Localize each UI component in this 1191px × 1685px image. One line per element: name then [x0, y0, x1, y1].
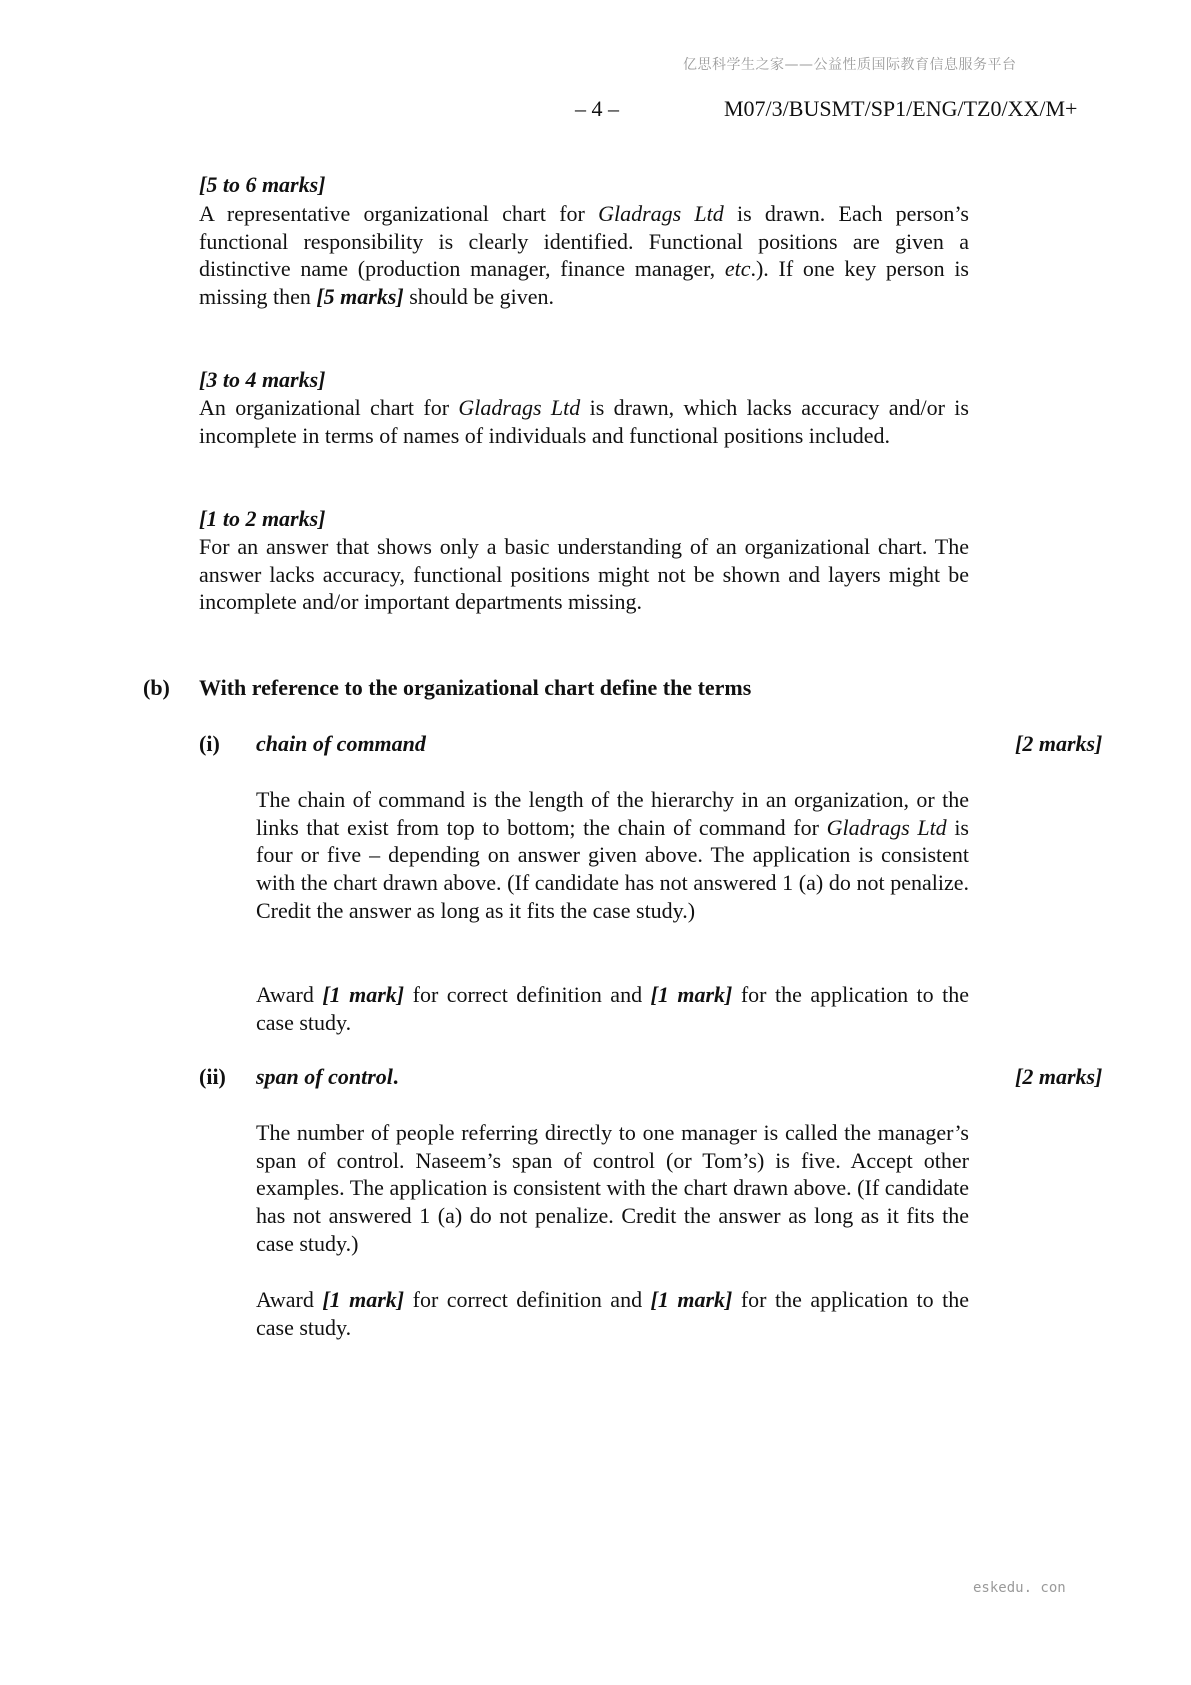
header-watermark: 亿思科学生之家——公益性质国际教育信息服务平台: [683, 57, 1017, 73]
text-segment: for the application to the case study.: [256, 982, 970, 1035]
text-segment: for the application to the case study.: [256, 1287, 970, 1340]
marks-ref: [5 marks]: [316, 284, 404, 310]
marks-ref: [1 mark]: [322, 982, 405, 1007]
term-chain-of-command: chain of command: [256, 731, 426, 756]
answer-chain-of-command: [256, 786, 969, 925]
part-b-label: (b): [143, 675, 170, 700]
text-segment: is four or five – depending on answer given above. The application is consistent with the chart drawn above. (If candidate has not answered 1 (a) do not penalize. Credit the answer as long as it fits the case study.): [256, 814, 969, 923]
page-number: – 4 –: [575, 96, 619, 121]
marks-ref: [1 mark]: [650, 1287, 733, 1312]
band-heading-5-6: [5 to 6 marks]: [199, 172, 326, 197]
company-name: Gladrags Ltd: [826, 814, 947, 840]
part-b-question: With reference to the organizational chart define the terms: [199, 675, 752, 700]
marks-i: [2 marks]: [1015, 731, 1103, 756]
text-segment: An organizational chart for: [199, 395, 459, 420]
term-period: .: [392, 1064, 399, 1089]
marks-ref: [1 mark]: [322, 1287, 405, 1312]
text-segment: is drawn, which lacks accuracy and/or is incomplete in terms of names of individuals and functional positions included.: [199, 395, 969, 448]
band-text-5-6: [199, 200, 969, 311]
award-ii: [256, 1286, 969, 1341]
marks-ii: [2 marks]: [1015, 1064, 1103, 1089]
item-i-label: (i): [199, 731, 220, 756]
band-heading-3-4: [3 to 4 marks]: [199, 367, 326, 392]
company-name: Gladrags Ltd: [458, 395, 581, 420]
text-segment: Award: [256, 1287, 323, 1312]
band-heading-1-2: [1 to 2 marks]: [199, 506, 326, 531]
text-segment: is drawn. Each person’s functional responsibility is clearly identified. Functional positions are given a distinctive name (production manager, finance manager,: [199, 201, 969, 282]
text-segment: for correct definition and: [404, 982, 651, 1007]
term-span-of-control-line: [256, 1064, 398, 1090]
footer-watermark: eskedu. con: [973, 1580, 1066, 1596]
item-ii-label: (ii): [199, 1064, 226, 1089]
award-i: [256, 981, 969, 1036]
company-name: Gladrags Ltd: [598, 201, 724, 226]
marks-ref: [1 mark]: [650, 982, 733, 1007]
band-text-1-2: For an answer that shows only a basic understanding of an organizational chart. The answer lacks accuracy, functional positions might not be shown and layers might be incomplete and/or important departments missing.: [199, 534, 969, 615]
text-segment: .). If one key person is missing then: [199, 256, 969, 310]
term-span-of-control: span of control: [256, 1064, 393, 1089]
text-segment: Award: [256, 982, 323, 1007]
band-text-3-4: [199, 394, 969, 449]
etc-text: etc: [724, 256, 751, 282]
text-segment: A representative organizational chart for: [199, 201, 599, 226]
text-segment: for correct definition and: [404, 1287, 651, 1312]
answer-span-of-control: The number of people referring directly to one manager is called the manager’s span of control. Naseem’s span of control (or Tom’s) is five. Accept other examples. The application is consistent with the chart drawn above. (If candidate has not answered 1 (a) do not penalize. Credit the answer as long as it fits the case study.): [256, 1120, 969, 1256]
document-reference: M07/3/BUSMT/SP1/ENG/TZ0/XX/M+: [724, 96, 1078, 121]
text-segment: should be given.: [403, 284, 555, 310]
text-segment: The chain of command is the length of the hierarchy in an organization, or the links that exist from top to bottom; the chain of command for: [256, 787, 969, 840]
